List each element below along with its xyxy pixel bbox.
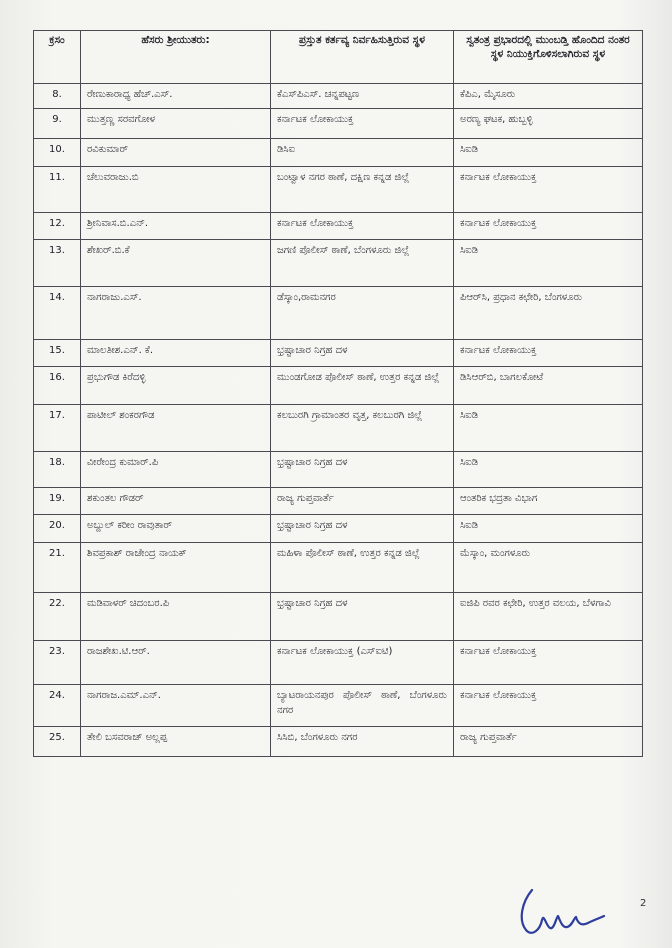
row-serial: 13. [34, 240, 81, 287]
row-serial: 20. [34, 515, 81, 543]
row-current-post: ಜಗಣಿ ಪೊಲೀಸ್ ಠಾಣೆ, ಬೆಂಗಳೂರು ಜಿಲ್ಲೆ [271, 240, 454, 287]
row-serial: 16. [34, 367, 81, 405]
table-row [34, 543, 643, 593]
row-current-post: ಮಹಿಳಾ ಪೊಲೀಸ್ ಠಾಣೆ, ಉತ್ತರ ಕನ್ನಡ ಜಿಲ್ಲೆ [271, 543, 454, 593]
table-row [34, 340, 643, 367]
row-serial: 24. [34, 685, 81, 727]
row-serial: 15. [34, 340, 81, 367]
row-new-post: ಸಿಐಡಿ [454, 405, 643, 452]
row-new-post: ಡಿಸಿಆರ್‌ಬಿ, ಬಾಗಲಕೋಟೆ [454, 367, 643, 405]
table-row [34, 488, 643, 515]
row-name: ರವಿಕುಮಾರ್ [81, 139, 271, 167]
row-new-post: ಕರ್ನಾಟಕ ಲೋಕಾಯುಕ್ತ [454, 213, 643, 240]
table-row [34, 109, 643, 139]
row-new-post: ಕರ್ನಾಟಕ ಲೋಕಾಯುಕ್ತ [454, 167, 643, 213]
row-name: ಪಾಟೀಲ್ ಶಂಕರಗೌಡ [81, 405, 271, 452]
table-row [34, 240, 643, 287]
header-name: ಹೆಸರು ಶ್ರೀಯುತರು: [81, 31, 271, 84]
row-current-post: ಮುಂಡಗೋಡ ಪೊಲೀಸ್ ಠಾಣೆ, ಉತ್ತರ ಕನ್ನಡ ಜಿಲ್ಲೆ [271, 367, 454, 405]
row-current-post: ಭ್ರಷ್ಟಾಚಾರ ನಿಗ್ರಹ ದಳ [271, 452, 454, 488]
row-serial: 9. [34, 109, 81, 139]
row-current-post: ಕರ್ನಾಟಕ ಲೋಕಾಯುಕ್ತ [271, 213, 454, 240]
row-new-post: ಐಜಿಪಿ ರವರ ಕಛೇರಿ, ಉತ್ತರ ವಲಯ, ಬೆಳಗಾವಿ [454, 593, 643, 641]
row-name: ಅಬ್ದುಲ್ ಕರೀಂ ರಾವುತಾರ್ [81, 515, 271, 543]
table-row [34, 727, 643, 757]
row-new-post: ಸಿಐಡಿ [454, 452, 643, 488]
table-row [34, 405, 643, 452]
table-row [34, 641, 643, 685]
header-new-post: ಸ್ವತಂತ್ರ ಪ್ರಭಾರದಲ್ಲಿ ಮುಂಬಡ್ತಿ ಹೊಂದಿದ ನಂತರ ಸ್ಥಳ ನಿಯುಕ್ತಿಗೊಳಿಸಲಾಗಿರುವ ಸ್ಥಳ [454, 31, 643, 84]
row-name: ಮಡಿವಾಳರ್ ಚಿದಂಬರ.ಪಿ [81, 593, 271, 641]
row-name: ತೇಲಿ ಬಸವರಾಜ್ ಅಲ್ಲಪ್ಪ [81, 727, 271, 757]
row-new-post: ಸಿಐಡಿ [454, 139, 643, 167]
row-current-post: ಕರ್ನಾಟಕ ಲೋಕಾಯುಕ್ತ [271, 109, 454, 139]
row-current-post: ಕೆಎಸ್‌ಪಿಎಸ್. ಚನ್ನಪಟ್ಟಣ [271, 84, 454, 109]
row-name: ಶ್ರೀನಿವಾಸ.ಬಿ.ಎನ್. [81, 213, 271, 240]
signature-icon [512, 880, 608, 942]
row-new-post: ಮೆಸ್ಕಾಂ, ಮಂಗಳೂರು [454, 543, 643, 593]
row-current-post: ರಾಜ್ಯ ಗುಪ್ತವಾರ್ತೆ [271, 488, 454, 515]
row-current-post: ಭ್ರಷ್ಟಾಚಾರ ನಿಗ್ರಹ ದಳ [271, 515, 454, 543]
row-name: ರೇಣುಕಾರಾಧ್ಯ ಹೆಚ್.ಎಸ್. [81, 84, 271, 109]
row-name: ಮಾಲತೀಶ.ಎನ್. ಕೆ. [81, 340, 271, 367]
row-name: ಶಿವಪ್ರಕಾಶ್ ರಾಜೇಂದ್ರ ನಾಯಕ್ [81, 543, 271, 593]
row-new-post: ಕರ್ನಾಟಕ ಲೋಕಾಯುಕ್ತ [454, 641, 643, 685]
row-name: ಶೇಖರ್.ಬಿ.ಕೆ [81, 240, 271, 287]
row-new-post: ಕರ್ನಾಟಕ ಲೋಕಾಯುಕ್ತ [454, 685, 643, 727]
table-row [34, 593, 643, 641]
row-new-post: ರಾಜ್ಯ ಗುಪ್ತವಾರ್ತೆ [454, 727, 643, 757]
row-current-post: ಕರ್ನಾಟಕ ಲೋಕಾಯುಕ್ತ (ಎಸ್‌ಐಟಿ) [271, 641, 454, 685]
row-new-post: ಸಿಐಡಿ [454, 240, 643, 287]
table-row [34, 367, 643, 405]
row-current-post: ಬ್ಯಾಟರಾಯನಪುರ ಪೊಲೀಸ್ ಠಾಣೆ, ಬೆಂಗಳೂರು ನಗರ [271, 685, 454, 727]
row-current-post: ಡಿಸಿಐ [271, 139, 454, 167]
table-row [34, 287, 643, 340]
page-number: 2 [640, 898, 647, 909]
table-row [34, 84, 643, 109]
row-serial: 17. [34, 405, 81, 452]
row-current-post: ಸಿಸಿಬಿ, ಬೆಂಗಳೂರು ನಗರ [271, 727, 454, 757]
table-row [34, 515, 643, 543]
table-row [34, 139, 643, 167]
row-serial: 19. [34, 488, 81, 515]
table-row [34, 167, 643, 213]
row-serial: 25. [34, 727, 81, 757]
row-name: ವೀರೇಂದ್ರ ಕುಮಾರ್.ಪಿ [81, 452, 271, 488]
header-serial: ಕ್ರಸಂ [34, 31, 81, 84]
row-new-post: ಕರ್ನಾಟಕ ಲೋಕಾಯುಕ್ತ [454, 340, 643, 367]
row-new-post: ಪಿಆರ್‌ಸಿ, ಪ್ರಧಾನ ಕಛೇರಿ, ಬೆಂಗಳೂರು [454, 287, 643, 340]
row-name: ನಾಗರಾಜ.ಎಮ್.ಎನ್. [81, 685, 271, 727]
row-new-post: ಸಿಐಡಿ [454, 515, 643, 543]
row-current-post: ಭ್ರಷ್ಟಾಚಾರ ನಿಗ್ರಹ ದಳ [271, 593, 454, 641]
row-new-post: ಕೆಪಿಎ, ಮೈಸೂರು [454, 84, 643, 109]
row-current-post: ಕಲಬುರಗಿ ಗ್ರಾಮಾಂತರ ವೃತ್ತ, ಕಲಬುರಗಿ ಜಿಲ್ಲೆ [271, 405, 454, 452]
table-header-row [34, 31, 643, 84]
row-serial: 12. [34, 213, 81, 240]
row-name: ಮುತ್ತಣ್ಣ ಸರವಗೋಳ [81, 109, 271, 139]
row-name: ನಾಗರಾಜು.ಎಸ್. [81, 287, 271, 340]
row-new-post: ಅರಣ್ಯ ಘಟಕ, ಹುಬ್ಬಳ್ಳಿ [454, 109, 643, 139]
row-new-post: ಆಂತರಿಕ ಭದ್ರತಾ ವಿಭಾಗ [454, 488, 643, 515]
row-serial: 10. [34, 139, 81, 167]
posting-table [33, 30, 643, 757]
row-name: ಚೆಲುವರಾಜು.ಬಿ [81, 167, 271, 213]
row-serial: 23. [34, 641, 81, 685]
row-current-post: ಭ್ರಷ್ಟಾಚಾರ ನಿಗ್ರಹ ದಳ [271, 340, 454, 367]
row-serial: 11. [34, 167, 81, 213]
row-serial: 22. [34, 593, 81, 641]
row-current-post: ಡೆಸ್ಕಾಂ,ರಾಮನಗರ [271, 287, 454, 340]
row-serial: 21. [34, 543, 81, 593]
row-name: ಶಕುಂತಲ ಗೌಡರ್ [81, 488, 271, 515]
row-serial: 18. [34, 452, 81, 488]
row-serial: 14. [34, 287, 81, 340]
row-current-post: ಬಂಟ್ವಾಳ ನಗರ ಠಾಣೆ, ದಕ್ಷಿಣ ಕನ್ನಡ ಜಿಲ್ಲೆ [271, 167, 454, 213]
table-row [34, 213, 643, 240]
row-name: ಪ್ರಭುಗೌಡ ಕಿರೆದಳ್ಳಿ [81, 367, 271, 405]
row-name: ರಾಜಶೇಖ.ಟಿ.ಆರ್. [81, 641, 271, 685]
row-serial: 8. [34, 84, 81, 109]
header-current-post: ಪ್ರಸ್ತುತ ಕರ್ತವ್ಯ ನಿರ್ವಹಿಸುತ್ತಿರುವ ಸ್ಥಳ [271, 31, 454, 84]
table-row [34, 452, 643, 488]
table-row [34, 685, 643, 727]
